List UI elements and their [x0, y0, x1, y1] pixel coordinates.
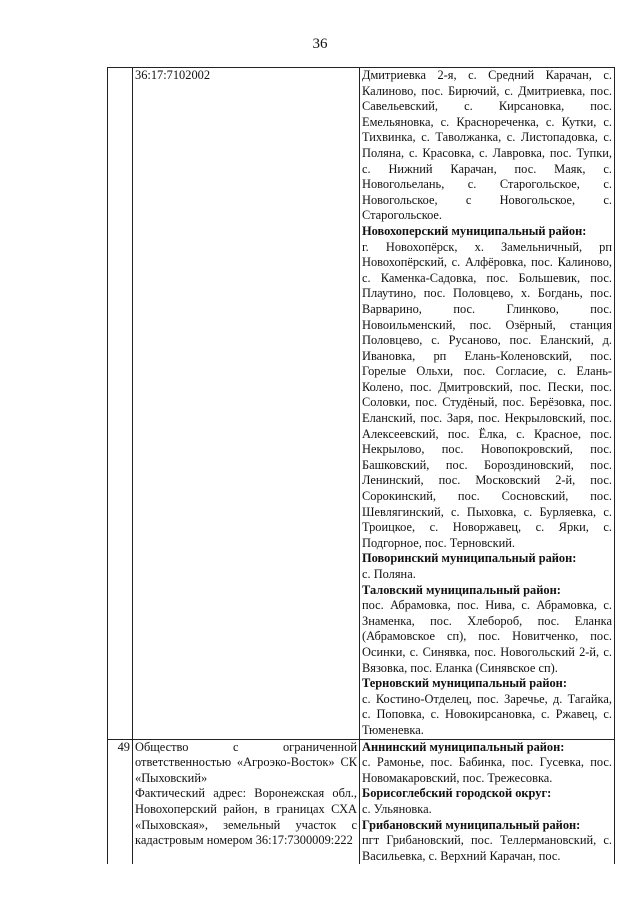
organization-address: Фактический адрес: Воронежская обл., Новохоперский район, в границах СХА «Пыховская», земельный участок с кадастровым номером 36:17:7300009:222 [135, 786, 357, 848]
settlements-text: г. Новохопёрск, х. Замельничный, рп Новохопёрский, с. Алфёровка, пос. Калиново, с. Каменка-Садовка, пос. Большевик, пос. Плаутино, пос. Половцево, х. Богдань, пос. Варварино, пос. Глинково, пос. Новоильменский, пос. Озёрный, станция Половцево, с. Русаново, пос. Еланский, д. Ивановка, рп Елань-Коленовский, пос. Горелые Ольхи, пос. Согласие, с. Елань-Колено, пос. Дмитровский, пос. Пески, пос. Соловки, пос. Студёный, пос. Берёзовка, пос. Еланский, пос. Заря, пос. Некрыловский, пос. Алексеевский, пос. Ёлка, с. Красное, пос. Некрылово, пос. Новопокровский, пос. Башковский, пос. Бороздиновский, пос. Ленинский, пос. Московский 2-й, пос. Сорокинский, пос. Сосновский, пос. Шевлягинский, с. Пыховка, с. Бурляевка, с. Троицкое, с. Новоржавец, с. Ярки, с. Подгорное, пос. Терновский. [362, 239, 612, 550]
data-table [107, 67, 615, 864]
cadastral-number: 36:17:7102002 [135, 68, 211, 82]
district-heading: Таловский муниципальный район: [362, 582, 561, 597]
organization-name: Общество с ограниченной ответственностью «Агроэко-Восток» СК «Пыховский» [135, 739, 357, 785]
district-heading: Грибановский муниципальный район: [362, 817, 581, 832]
settlements-text: с. Рамонье, пос. Бабинка, пос. Гусевка, пос. Новомакаровский, пос. Трежесовка. [362, 755, 612, 785]
table-row [108, 739, 615, 864]
settlements-text: с. Ульяновка. [362, 801, 432, 816]
settlements-text: с. Поляна. [362, 567, 416, 581]
district-heading: Аннинский муниципальный район: [362, 739, 565, 754]
settlements-text: пос. Абрамовка, пос. Нива, с. Абрамовка, с. Знаменка, пос. Хлебороб, пос. Еланка (Абрамовское сп), пос. Новитченко, пос. Осинки, с. Синявка, пос. Новогольский 2-й, с. Вязовка, пос. Еланка (Синявское сп). [362, 598, 612, 675]
settlements-text: пгт Грибановский, пос. Теллермановский, с. Васильевка, с. Верхний Карачан, пос. [362, 833, 612, 863]
settlements-text: с. Костино-Отделец, пос. Заречье, д. Тагайка, с. Поповка, с. Новокирсановка, с. Ржавец, с. Тюменевка. [362, 691, 612, 737]
table-row [108, 68, 615, 740]
district-heading: Борисоглебский городской округ: [362, 786, 552, 801]
page-number: 36 [312, 36, 328, 52]
row-number [108, 68, 133, 740]
settlements-cell [360, 68, 615, 740]
organization-cell [133, 739, 360, 864]
row-number: 49 [108, 739, 133, 864]
settlements-text: Дмитриевка 2-я, с. Средний Карачан, с. Калиново, пос. Бирючий, с. Дмитриевка, пос. Савельевский, с. Кирсановка, пос. Емельяновка, с. Краснореченка, с. Кутки, с. Тихвинка, с. Таволжанка, с. Листопадовка, с. Поляна, с. Красовка, с. Лавровка, пос. Тупки, с. Нижний Карачан, пос. Маяк, с. Новогольелань, с. Старогольское, с. Новогольское, с Новогольское, с. Старогольское. [362, 68, 612, 223]
district-heading: Новохоперский муниципальный район: [362, 223, 587, 238]
settlements-cell [360, 739, 615, 864]
district-heading: Поворинский муниципальный район: [362, 551, 577, 566]
organization-cell [133, 68, 360, 740]
district-heading: Терновский муниципальный район: [362, 676, 567, 691]
